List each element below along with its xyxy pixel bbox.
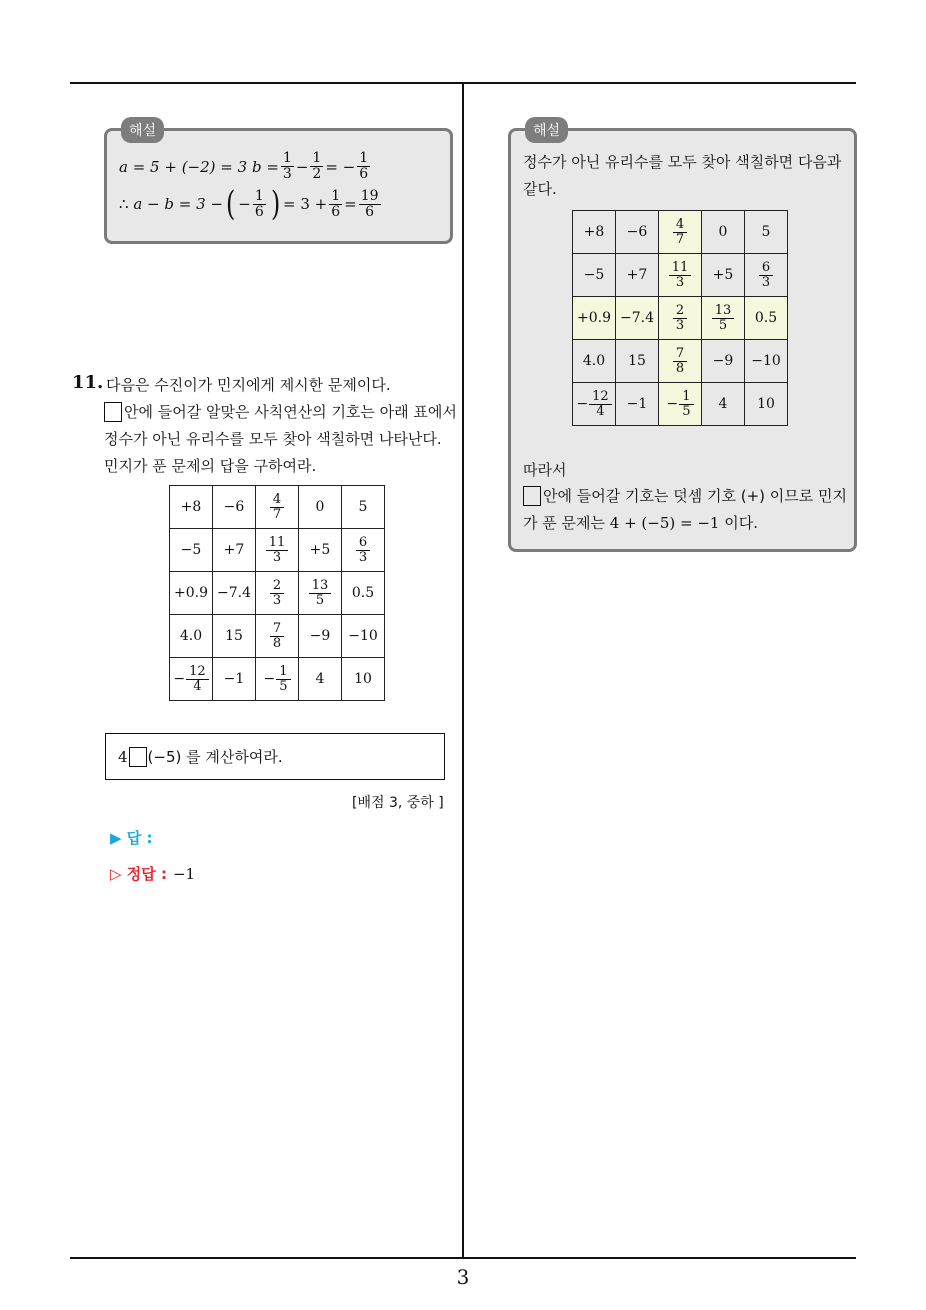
grid-cell: 0.5 — [745, 297, 788, 340]
solution2-line1: 정수가 아닌 유리수를 모두 찾아 색칠하면 다음과 — [523, 153, 842, 171]
solution2-line5: 가 푼 문제는 4 + (−5) = −1 이다. — [523, 514, 758, 532]
grid-cell: −7.4 — [213, 572, 256, 615]
a-equation: a = 5 + (−2) = 3 — [119, 157, 248, 176]
fraction: $\frac{7}{8}$ — [673, 347, 687, 376]
grid-cell: +5 — [702, 254, 745, 297]
grid-cell: +0.9 — [573, 297, 616, 340]
grid-cell: −10 — [745, 340, 788, 383]
solution1-line2: ∴ a − b = 3 − ( − $\frac{1}{6}$ ) = 3 + $\frac{1}{6}$ = $\frac{19}{6}$ — [119, 184, 379, 224]
grid-cell: − $\frac{12}{4}$ — [170, 658, 213, 701]
therefore-symbol: ∴ — [119, 195, 129, 213]
grid-cell: 5 — [342, 486, 385, 529]
fraction: $\frac{13}{5}$ — [712, 304, 735, 333]
score-label: [배점 3, 중하 ] — [352, 795, 444, 811]
grid-cell: +5 — [299, 529, 342, 572]
fraction: $\frac{12}{4}$ — [186, 665, 209, 694]
grid-cell: −1 — [213, 658, 256, 701]
grid-cell: −5 — [573, 254, 616, 297]
solution2-line2: 같다. — [523, 180, 557, 198]
correct-answer: ▷ 정답 : −1 — [110, 865, 196, 883]
column-divider — [462, 83, 464, 1258]
grid-cell — [256, 615, 299, 658]
solution2-line3: 따라서 — [523, 461, 567, 479]
grid-cell — [702, 297, 745, 340]
grid-cell — [256, 529, 299, 572]
fraction: $\frac{7}{8}$ — [270, 622, 284, 651]
grid-cell: +7 — [616, 254, 659, 297]
grid-cell — [256, 486, 299, 529]
grid-cell: −1 — [616, 383, 659, 426]
fraction: $\frac{1}{6}$ — [254, 187, 264, 220]
fraction: $\frac{4}{7}$ — [673, 218, 687, 247]
expression-box: 4 (−5) 를 계산하여라. — [105, 733, 445, 780]
grid-row — [573, 254, 788, 297]
fraction: $\frac{1}{6}$ — [359, 150, 369, 182]
solution-box-2 — [508, 123, 857, 552]
fraction: $\frac{1}{5}$ — [679, 390, 693, 419]
question-number: 11. — [72, 372, 104, 393]
grid-row — [170, 615, 385, 658]
page-number: 3 — [456, 1265, 470, 1289]
grid-cell: 4.0 — [573, 340, 616, 383]
grid-row — [170, 529, 385, 572]
question-line-1: 다음은 수진이가 민지에게 제시한 문제이다. — [106, 376, 391, 394]
grid-row — [573, 297, 788, 340]
number-grid-solution — [572, 210, 788, 426]
grid-cell: 4 — [702, 383, 745, 426]
grid-cell: −9 — [299, 615, 342, 658]
grid-cell — [342, 529, 385, 572]
grid-cell: 15 — [616, 340, 659, 383]
grid-cell: − $\frac{12}{4}$ — [573, 383, 616, 426]
grid-cell: +0.9 — [170, 572, 213, 615]
answer-label: ▶ 답 : — [110, 829, 153, 847]
fraction: $\frac{1}{6}$ — [331, 187, 341, 220]
grid-cell: −7.4 — [616, 297, 659, 340]
grid-row — [170, 486, 385, 529]
grid-cell: +7 — [213, 529, 256, 572]
fraction: $\frac{1}{5}$ — [276, 665, 290, 694]
grid-cell — [659, 297, 702, 340]
grid-cell: 10 — [745, 383, 788, 426]
grid-cell: −6 — [213, 486, 256, 529]
fraction: $\frac{2}{3}$ — [673, 304, 687, 333]
grid-cell: 0 — [299, 486, 342, 529]
fraction: $\frac{4}{7}$ — [270, 493, 284, 522]
question-line-2: 안에 들어갈 알맞은 사칙연산의 기호는 아래 표에서 — [104, 401, 457, 422]
blank-box — [104, 402, 122, 422]
grid-cell: 0 — [702, 211, 745, 254]
grid-row — [573, 211, 788, 254]
solution1-line1: a = 5 + (−2) = 3 b = $\frac{1}{3}$ − $\frac{1}{2}$ = − $\frac{1}{6}$ — [119, 150, 369, 182]
solution-box-1 — [104, 123, 453, 244]
blank-box — [523, 486, 541, 506]
blank-box — [129, 747, 147, 767]
fraction: $\frac{1}{3}$ — [282, 150, 292, 182]
grid-cell: 15 — [213, 615, 256, 658]
fraction: $\frac{11}{3}$ — [266, 536, 289, 565]
grid-cell — [659, 254, 702, 297]
grid-cell: −9 — [702, 340, 745, 383]
grid-cell: 0.5 — [342, 572, 385, 615]
grid-cell: 4 — [299, 658, 342, 701]
solution2-line4: 안에 들어갈 기호는 덧셈 기호 (+) 이므로 민지 — [523, 485, 847, 506]
grid-cell — [659, 211, 702, 254]
grid-cell: 4.0 — [170, 615, 213, 658]
question-line-3: 정수가 아닌 유리수를 모두 찾아 색칠하면 나타난다. — [104, 430, 442, 448]
grid-cell — [256, 572, 299, 615]
grid-row — [170, 658, 385, 701]
grid-cell: 10 — [342, 658, 385, 701]
bottom-rule — [70, 1257, 856, 1259]
grid-cell: −10 — [342, 615, 385, 658]
fraction: $\frac{13}{5}$ — [309, 579, 332, 608]
fraction: $\frac{6}{3}$ — [356, 536, 370, 565]
b-equation: b = — [251, 157, 279, 176]
grid-cell: +8 — [170, 486, 213, 529]
grid-cell: −5 — [170, 529, 213, 572]
grid-row — [573, 383, 788, 426]
solution-tag: 해설 — [121, 117, 164, 143]
grid-cell — [299, 572, 342, 615]
grid-cell: −6 — [616, 211, 659, 254]
grid-cell: − $\frac{1}{5}$ — [659, 383, 702, 426]
fraction: $\frac{19}{6}$ — [360, 187, 379, 220]
grid-row — [170, 572, 385, 615]
grid-cell: − $\frac{1}{5}$ — [256, 658, 299, 701]
grid-cell — [745, 254, 788, 297]
fraction: $\frac{6}{3}$ — [759, 261, 773, 290]
grid-cell: 5 — [745, 211, 788, 254]
solution-tag: 해설 — [525, 117, 568, 143]
fraction: $\frac{12}{4}$ — [589, 390, 612, 419]
question-line-4: 민지가 푼 문제의 답을 구하여라. — [104, 457, 317, 475]
fraction: $\frac{11}{3}$ — [669, 261, 692, 290]
number-grid-question — [169, 485, 385, 701]
fraction: $\frac{1}{2}$ — [312, 150, 322, 182]
fraction: $\frac{2}{3}$ — [270, 579, 284, 608]
grid-row — [573, 340, 788, 383]
grid-cell — [659, 340, 702, 383]
grid-cell: +8 — [573, 211, 616, 254]
